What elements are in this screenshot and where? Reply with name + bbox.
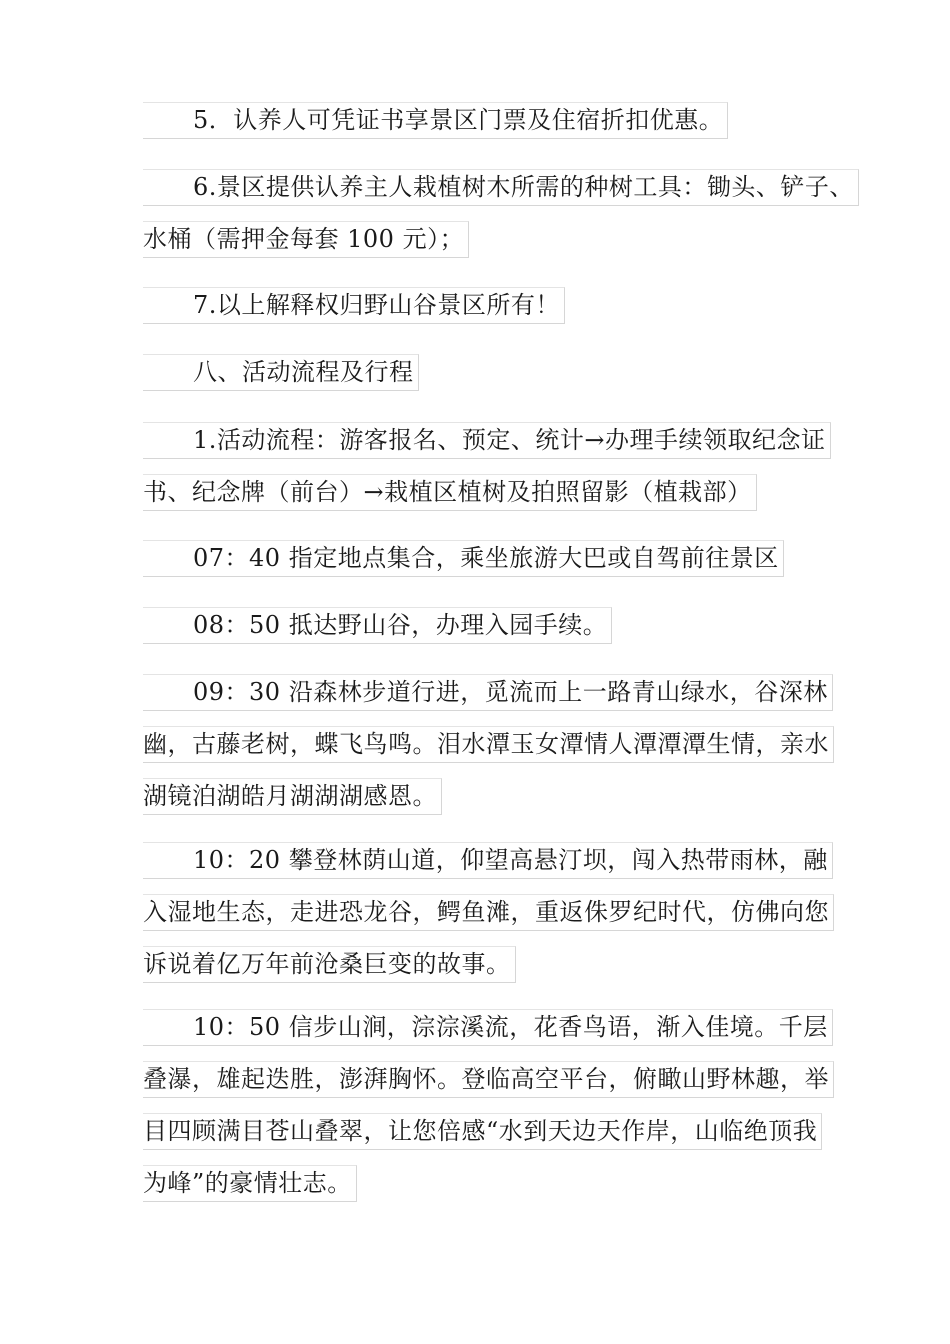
text-line: 诉说着亿万年前沧桑巨变的故事。 <box>143 942 834 994</box>
text-line: 08：50 抵达野山谷，办理入园手续。 <box>143 603 612 655</box>
schedule-item <box>143 838 834 994</box>
text-line: 10：20 攀登林荫山道，仰望高悬汀坝，闯入热带雨林，融 <box>143 838 834 890</box>
schedule-item <box>143 536 784 588</box>
text-line: 7.以上解释权归野山谷景区所有！ <box>143 283 565 335</box>
paragraph-item-6 <box>143 165 859 269</box>
schedule-item <box>143 1005 834 1213</box>
text-line: 10：50 信步山涧，淙淙溪流，花香鸟语，渐入佳境。千层 <box>143 1005 834 1057</box>
text-line: 目四顾满目苍山叠翠，让您倍感“水到天边天作岸，山临绝顶我 <box>143 1109 834 1161</box>
text-line: 6.景区提供认养主人栽植树木所需的种树工具：锄头、铲子、 <box>143 165 859 217</box>
text-line: 书、纪念牌（前台）→栽植区植树及拍照留影（植栽部） <box>143 470 831 522</box>
text-line: 水桶（需押金每套 100 元）； <box>143 217 859 269</box>
schedule-item <box>143 603 612 655</box>
text-line: 09：30 沿森林步道行进，觅流而上一路青山绿水，谷深林 <box>143 670 834 722</box>
text-line: 为峰”的豪情壮志。 <box>143 1161 834 1213</box>
text-line: 幽，古藤老树，蝶飞鸟鸣。泪水潭玉女潭情人潭潭潭生情，亲水 <box>143 722 834 774</box>
section-heading <box>143 350 419 402</box>
paragraph-item-5 <box>143 98 728 150</box>
text-line: 1.活动流程：游客报名、预定、统计→办理手续领取纪念证 <box>143 418 831 470</box>
paragraph-activity-flow <box>143 418 831 522</box>
text-line: 叠瀑，雄起迭胜，澎湃胸怀。登临高空平台，俯瞰山野林趣，举 <box>143 1057 834 1109</box>
text-line: 八、活动流程及行程 <box>143 350 419 402</box>
paragraph-item-7 <box>143 283 565 335</box>
schedule-item <box>143 670 834 826</box>
text-line: 07：40 指定地点集合，乘坐旅游大巴或自驾前往景区 <box>143 536 784 588</box>
text-line: 湖镜泊湖皓月湖湖湖感恩。 <box>143 774 834 826</box>
text-line: 5．认养人可凭证书享景区门票及住宿折扣优惠。 <box>143 98 728 150</box>
text-line: 入湿地生态，走进恐龙谷，鳄鱼滩，重返侏罗纪时代，仿佛向您 <box>143 890 834 942</box>
